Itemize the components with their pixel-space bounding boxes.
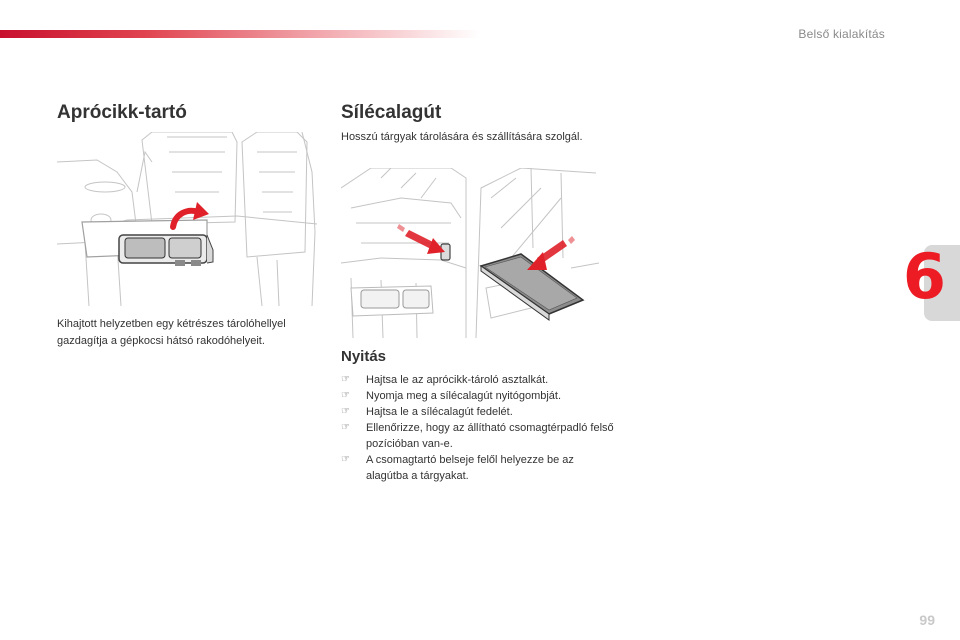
- list-item: ☞ Hajtsa le a sílécalagút fedelét.: [341, 406, 513, 418]
- section-title-storage-tray: Aprócikk-tartó: [57, 102, 187, 123]
- list-item: ☞ Ellenőrizze, hogy az állítható csomagtérpadló felső pozícióban van-e.: [341, 422, 614, 450]
- hand-pointer-icon: ☞: [341, 374, 350, 385]
- list-item: ☞ A csomagtartó belseje felől helyezze be az alagútba a tárgyakat.: [341, 454, 574, 482]
- list-item: ☞ Hajtsa le az aprócikk-tároló asztalkát.: [341, 374, 549, 386]
- hand-pointer-icon: ☞: [341, 422, 350, 433]
- chapter-header-title: Belső kialakítás: [798, 27, 885, 41]
- storage-tray-illustration: [57, 132, 318, 306]
- storage-tray-description: Kihajtott helyzetben egy kétrészes tárolóhellyel gazdagítja a gépkocsi hátsó rakodóhelyeit.: [57, 318, 286, 347]
- opening-steps-list: [341, 372, 616, 484]
- ski-flap-button-illustration: [341, 168, 471, 338]
- header-accent-bar: [0, 30, 480, 38]
- opening-subtitle: Nyitás: [341, 348, 387, 365]
- section-title-ski-flap: Sílécalagút: [341, 102, 442, 123]
- chapter-number: 6: [902, 240, 946, 313]
- ski-flap-description: Hosszú tárgyak tárolására és szállítására szolgál.: [341, 131, 583, 143]
- page-number: 99: [919, 612, 935, 628]
- list-item: ☞ Nyomja meg a sílécalagút nyitógombját.: [341, 390, 562, 402]
- hand-pointer-icon: ☞: [341, 390, 350, 401]
- hand-pointer-icon: ☞: [341, 454, 350, 465]
- ski-flap-opened-illustration: [471, 168, 601, 338]
- hand-pointer-icon: ☞: [341, 406, 350, 417]
